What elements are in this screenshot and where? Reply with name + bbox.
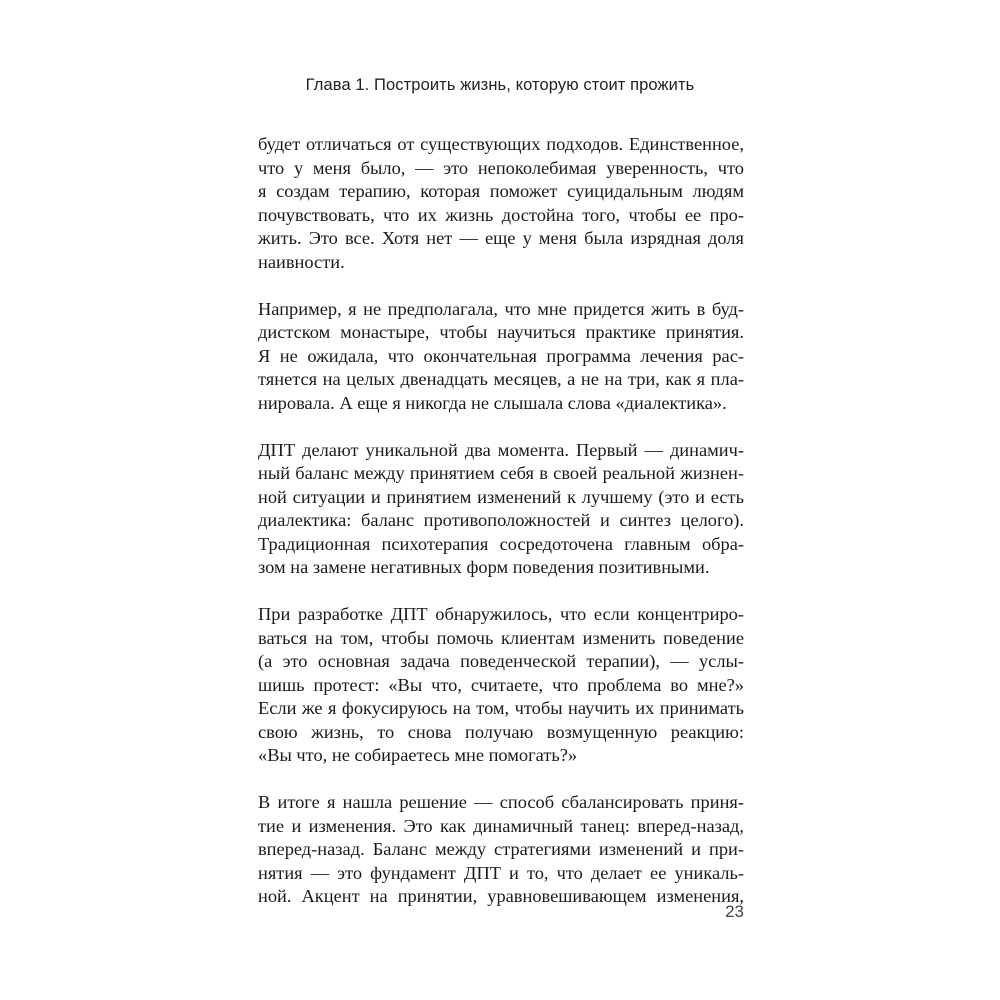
- text-line: будет отличаться от существующих подходов. Единственное,: [258, 134, 744, 154]
- text-line: я создам терапию, которая поможет суицидальным людям: [258, 181, 744, 201]
- text-line: Я не ожидала, что окончательная программа лечения рас-: [258, 345, 744, 366]
- paragraph-4: [258, 603, 744, 768]
- text-line: ваться на том, чтобы помочь клиентам изменить поведение: [258, 627, 744, 648]
- text-line: ный баланс между принятием себя в своей реальной жизнен-: [258, 463, 744, 483]
- text-line: Если же я фокусируюсь на том, чтобы научить их принимать: [258, 698, 744, 718]
- paragraph-3: [258, 439, 744, 580]
- body-text: [258, 133, 744, 932]
- text-line: диалектика: баланс противоположностей и синтез целого).: [258, 510, 744, 530]
- text-line: В итоге я нашла решение — способ сбалансировать приня-: [258, 792, 744, 812]
- text-line: наивности.: [258, 251, 345, 272]
- text-line: ДПТ делают уникальной два момента. Первый — динамич-: [258, 439, 744, 460]
- text-line: При разработке ДПТ обнаружилось, что если концентриро-: [258, 604, 744, 624]
- text-line: Например, я не предполагала, что мне придется жить в буд-: [258, 298, 744, 319]
- text-line: что у меня было, — это непоколебимая уверенность, что: [258, 157, 744, 178]
- paragraph-2: [258, 298, 744, 416]
- page-number: 23: [725, 902, 744, 921]
- text-line: свою жизнь, то снова получаю возмущенную реакцию:: [258, 721, 744, 742]
- text-line: Традиционная психотерапия сосредоточена главным обра-: [258, 533, 744, 554]
- text-line: тие и изменения. Это как динамичный танец: вперед-назад,: [258, 815, 744, 836]
- text-line: ной. Акцент на принятии, уравновешивающем изменения,: [258, 886, 744, 906]
- text-line: вперед-назад. Баланс между стратегиями изменений и при-: [258, 839, 744, 859]
- paragraph-1: [258, 133, 744, 274]
- text-line: (а это основная задача поведенческой терапии), — услы-: [258, 651, 744, 671]
- text-line: ной ситуации и принятием изменений к лучшему (это и есть: [258, 486, 744, 507]
- text-line: дистском монастыре, чтобы научиться практике принятия.: [258, 322, 744, 342]
- text-line: тянется на целых двенадцать месяцев, а не на три, как я пла-: [258, 369, 744, 389]
- text-line: почувствовать, что их жизнь достойна того, чтобы ее про-: [258, 204, 744, 225]
- text-line: «Вы что, не собираетесь мне помогать?»: [258, 745, 578, 765]
- running-head: Глава 1. Построить жизнь, которую стоит прожить: [305, 76, 695, 94]
- text-line: нятия — это фундамент ДПТ и то, что делает ее уникаль-: [258, 862, 744, 883]
- paragraph-5: [258, 791, 744, 909]
- text-line: жить. Это все. Хотя нет — еще у меня была изрядная доля: [258, 228, 744, 248]
- text-line: шишь протест: «Вы что, считаете, что проблема во мне?»: [258, 674, 744, 695]
- text-line: нировала. А еще я никогда не слышала слова «диалектика».: [258, 392, 727, 413]
- text-line: зом на замене негативных форм поведения позитивными.: [258, 557, 710, 577]
